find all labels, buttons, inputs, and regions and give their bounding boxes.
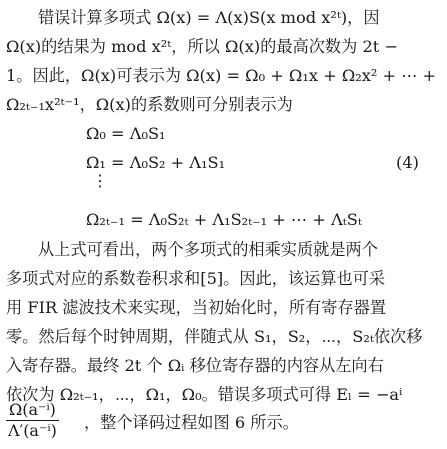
text-line: Ω(x)的结果为 mod x²ᵗ，所以 Ω(x)的最高次数为 2t − xyxy=(6,37,398,56)
text-line: 依次为 Ω₂ₜ₋₁，⋯，Ω₁，Ω₀。错误多项式可得 Eₗ = −aⁱ xyxy=(6,385,403,404)
equation-number: (4) xyxy=(396,153,419,172)
text-line: 用 FIR 滤波技术来实现，当初始化时，所有寄存器置 xyxy=(6,298,387,317)
text-line: 零。然后每个时钟周期，伴随式从 S₁，S₂，⋯，S₂ₜ依次移 xyxy=(6,327,423,346)
fraction-numerator: Ω(a⁻ⁱ) xyxy=(6,400,59,421)
equation-omega-0: Ω₀ = Λ₀S₁ xyxy=(86,124,166,143)
text-line-tail: ，整个译码过程如图 6 所示。 xyxy=(84,413,299,432)
text-line: 从上式可看出，两个多项式的相乘实质就是两个 xyxy=(38,240,378,259)
fraction-denominator: Λ′(a⁻ⁱ) xyxy=(8,421,57,440)
vertical-ellipsis: ⋮ xyxy=(92,171,108,190)
text-line: 入寄存器。最终 2t 个 Ωᵢ 移位寄存器的内容从左向右 xyxy=(6,356,384,375)
equation-omega-1: Ω₁ = Λ₀S₂ + Λ₁S₁ xyxy=(86,153,226,172)
text-line: 1。因此，Ω(x)可表示为 Ω(x) = Ω₀ + Ω₁x + Ω₂x² + ⋯ + xyxy=(6,66,437,85)
fraction xyxy=(6,400,59,441)
text-line: 错误计算多项式 Ω(x) = Λ(x)S(x mod x²ᵗ)，因 xyxy=(38,8,380,27)
text-line: Ω₂ₜ₋₁x²ᵗ⁻¹，Ω(x)的系数则可分别表示为 xyxy=(6,95,293,114)
equation-omega-last: Ω₂ₜ₋₁ = Λ₀S₂ₜ + Λ₁S₂ₜ₋₁ + ⋯ + ΛₜSₜ xyxy=(86,210,362,229)
text-line: 多项式对应的系数卷积求和[5]。因此，该运算也可采 xyxy=(6,269,386,288)
